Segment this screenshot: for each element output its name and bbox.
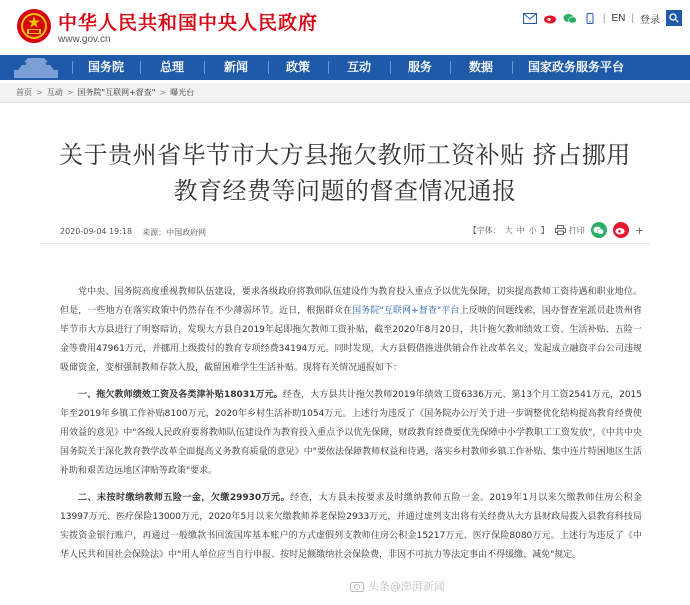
- section-2-body: 经查，大方县未按要求及时缴纳教师五险一金。2019年1月以来欠缴教师住房公积金13997万元、医疗保险13000万元，2020年5月以来欠缴教师养老保险2933万元，并通过虚列支出将有关经费从大方县财政局拨入县教育科技局实拨资金银行账户，再通过一般缴款书回流国库基本账户的方式虚假列支教师住房公积金15217万元、医疗保险8080万元。上述行为违反了《中华人民共和国社会保险法》中"用人单位应当自行申报、按时足额缴纳社会保险费，非因不可抗力等法定事由不得缓缴、减免"规定。: [60, 493, 643, 560]
- font-size-close: 】: [540, 225, 549, 235]
- site-url: www.gov.cn: [58, 34, 111, 45]
- article-body: [60, 283, 642, 573]
- article-tools: [469, 222, 644, 238]
- nav-item-policy[interactable]: 政策: [268, 55, 328, 80]
- mail-icon[interactable]: [523, 13, 537, 24]
- nav-home-logo[interactable]: [0, 55, 72, 80]
- tiananmen-icon: [0, 55, 72, 80]
- section-1-body: 经查，大方县共计拖欠教师2019年绩效工资6336万元、第13个月工资2541万元，2015年至2019年乡镇工作补贴8100万元，2020年乡村生活补助1054万元。上述行为违反了《国务院办公厅关于进一步调整优化结构提高教育经费使用效益的意见》中"各级人民政府要将教师队伍建设作为教育投入重点予以优先保障，财政教育经费要优先保障中小学教职工工资发放"，《中共中央国务院关于深化教育教学改革全面提高义务教育质量的意见》中"要依法保障教师权益和待遇，落实乡村教师乡镇工作补贴、集中连片特困地区生活补助和艰苦边远地区津贴等政策"要求。: [60, 390, 642, 476]
- breadcrumb-home[interactable]: 首页: [16, 88, 32, 97]
- breadcrumb-separator: >: [36, 88, 43, 97]
- printer-icon: [555, 225, 566, 235]
- paragraph-section-1: [60, 386, 642, 481]
- breadcrumb: [0, 83, 690, 103]
- paragraph-intro-part-1: 党中央、国务院高度重视教师队伍建设，要求各级政府将教师队伍建设作为教育投入重点予以优先保障，切实提高教师工资待遇和职业地位。但是，一些地方在落实政策中仍然存在不少薄弱环节。近日，根据群众在: [60, 287, 642, 316]
- article-meta-info: [60, 227, 206, 238]
- nav-item-interaction[interactable]: 互动: [328, 55, 390, 80]
- weibo-icon[interactable]: [543, 13, 557, 24]
- nav-item-state-council[interactable]: 国务院: [72, 55, 140, 80]
- source-label: 来源：: [142, 228, 167, 237]
- breadcrumb-exposure-platform[interactable]: 曝光台: [170, 88, 195, 97]
- breadcrumb-separator: >: [159, 88, 167, 97]
- article-meta: [40, 222, 650, 244]
- article-source: [142, 227, 206, 238]
- paragraph-intro-part-2: 上反映的问题线索，国办督查室派员赴贵州省毕节市大方县进行了明察暗访，发现大方县自2019年起即拖欠教师工资补贴，截至2020年8月20日，共计拖欠教师绩效工资、生活补贴、五险一金等费用47961万元，并挪用上级拨付的教育专项经费34194万元。同时发现，大方县假借推进供销合作社改革名义，发起成立融资平台公司违规吸储资金，变相强制教师存款入股，截留困难学生生活补贴。现将有关情况通报如下：: [60, 306, 642, 373]
- internet-supervision-link[interactable]: 国务院"互联网+督查"平台: [352, 306, 460, 316]
- section-2-heading: 二、未按时缴纳教师五险一金，欠缴29930万元。: [78, 493, 291, 503]
- share-more-button[interactable]: +: [634, 223, 644, 237]
- wechat-icon[interactable]: [563, 13, 577, 24]
- camera-icon: [350, 580, 364, 592]
- font-size-small[interactable]: 小: [528, 225, 537, 235]
- wechat-icon: [593, 226, 604, 235]
- breadcrumb-separator: >: [66, 88, 74, 97]
- breadcrumb-internet-supervision[interactable]: 国务院"互联网+督查": [77, 88, 156, 97]
- watermark: [350, 578, 445, 594]
- tools-separator: |: [631, 12, 634, 24]
- share-weibo-button[interactable]: [613, 222, 629, 238]
- header-tools: [523, 10, 682, 26]
- site-title[interactable]: 中华人民共和国中央人民政府: [58, 12, 319, 34]
- article-title: [40, 137, 650, 209]
- article-title-line-1: 关于贵州省毕节市大方县拖欠教师工资补贴 挤占挪用: [59, 141, 631, 169]
- nav-item-premier[interactable]: 总理: [140, 55, 204, 80]
- nav-item-data[interactable]: 数据: [450, 55, 512, 80]
- login-link[interactable]: 登录: [640, 14, 660, 26]
- source-name: 中国政府网: [166, 228, 207, 237]
- print-button[interactable]: [555, 225, 585, 236]
- publish-date: 2020-09-04 19:18: [60, 227, 133, 236]
- breadcrumb-interaction[interactable]: 互动: [46, 88, 63, 97]
- paragraph-section-2: [60, 489, 642, 565]
- nav-item-news[interactable]: 新闻: [204, 55, 268, 80]
- paragraph-intro: [60, 283, 642, 378]
- site-header: [0, 0, 690, 52]
- weibo-icon: [615, 226, 626, 235]
- tools-separator: |: [602, 12, 606, 24]
- search-button[interactable]: [666, 10, 682, 26]
- article-title-line-2: 教育经费等问题的督查情况通报: [173, 177, 517, 205]
- print-label: 打印: [568, 225, 585, 235]
- main-nav: [0, 55, 690, 80]
- national-emblem-icon[interactable]: [16, 8, 52, 44]
- share-wechat-button[interactable]: [591, 222, 607, 238]
- english-link[interactable]: EN: [611, 12, 626, 24]
- font-size-medium[interactable]: 中: [516, 225, 525, 235]
- nav-item-services[interactable]: 服务: [390, 55, 450, 80]
- font-size-label: 【字体：: [468, 225, 501, 235]
- watermark-text: 头条@澎湃新闻: [368, 580, 445, 593]
- font-size-controls: [469, 225, 549, 236]
- font-size-large[interactable]: 大: [504, 225, 513, 235]
- section-1-heading: 一、拖欠教师绩效工资及各类津补贴18031万元。: [78, 390, 283, 400]
- search-icon: [669, 13, 679, 23]
- mobile-icon[interactable]: [583, 13, 597, 24]
- nav-item-gov-service-platform[interactable]: 国家政务服务平台: [512, 55, 640, 80]
